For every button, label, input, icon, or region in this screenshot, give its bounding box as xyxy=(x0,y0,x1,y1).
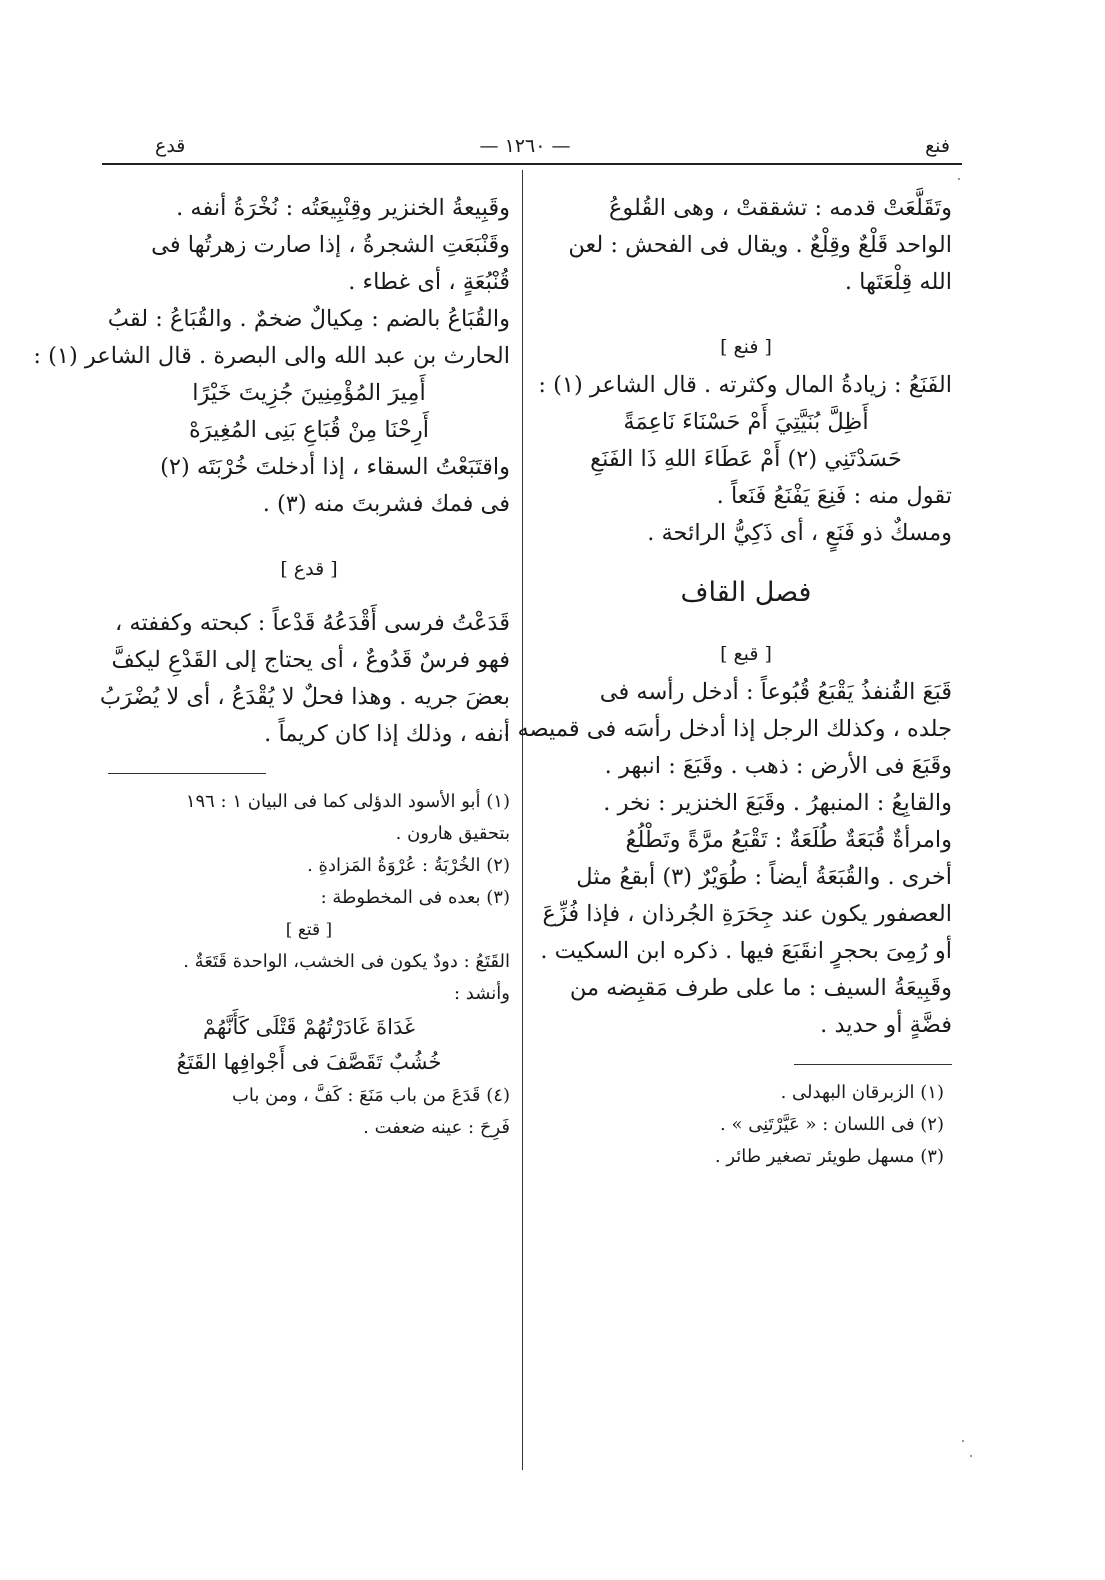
footnote-rule xyxy=(108,773,266,774)
footnote-heading: [ قتع ] xyxy=(285,920,333,940)
footnote: (٢) فى اللسان : « عَيَّرْتَنِى » . xyxy=(720,1114,944,1135)
text-line: أو رُمِىَ بحجرٍ انقَبَعَ فيها . ذكره ابن السكيت . xyxy=(540,938,952,964)
right-column xyxy=(503,190,952,1173)
text-line: جلده ، وكذلك الرجل إذا أدخل رأسَه فى قميصه . xyxy=(503,716,952,742)
text-line: وقَبَعَ فى الأرض : ذهب . وقَبَعَ : انبهر . xyxy=(604,753,952,779)
scan-speck xyxy=(958,178,960,180)
text-line: الفَنَعُ : زيادةُ المال وكثرته . قال الشاعر (١) : xyxy=(538,372,952,398)
section-title: فصل القاف xyxy=(680,577,812,608)
text-line: وقَبِيعَةُ السيف : ما على طرف مَقبِضه من xyxy=(569,975,952,1001)
footnote: (٤) قَدَعَ من باب مَنَعَ : كَفَّ ، ومن باب xyxy=(231,1085,510,1106)
verse-line: أَمِيرَ المُؤْمِنِينَ جُزِيتَ خَيْرًا xyxy=(192,380,426,406)
footnote: القَتَعُ : دودٌ يكون فى الخشب، الواحدة قَتَعَةٌ . xyxy=(183,951,510,972)
running-header xyxy=(100,135,950,163)
verse-line: أَرِحْنَا مِنْ قُبَاعِ بَنِى المُغِيرَهْ xyxy=(188,417,430,443)
text-line: العصفور يكون عند جِحَرَةِ الجُرذان ، فإذا فُزِّعَ xyxy=(542,901,952,927)
footnote: (٣) مسهل طويئر تصغير طائر . xyxy=(714,1146,944,1167)
column-divider xyxy=(522,170,523,1470)
text-line: أخرى . والقُبَعَةُ أيضاً : طُوَيْرٌ (٣) أبقعُ مثل xyxy=(576,864,952,890)
text-line: أنفه ، وذلك إذا كان كريماً . xyxy=(264,721,510,747)
header-rule xyxy=(102,163,962,165)
footnote: بتحقيق هارون . xyxy=(395,823,510,844)
text-line: قَبَعَ القُنفذُ يَقْبَعُ قُبُوعاً : أدخل رأسه فى xyxy=(599,679,952,705)
entry-heading-fana: [ فنع ] xyxy=(720,336,772,358)
text-line: والقُبَاعُ بالضم : مِكيالٌ ضخمٌ . والقُبَاعُ : لقبُ xyxy=(107,306,510,332)
footnote: (١) أبو الأسود الدؤلى كما فى البيان ١ : ١٩٦ xyxy=(185,791,510,812)
footnote: فَرِحَ : عينه ضعفت . xyxy=(363,1117,510,1138)
footnote-rule xyxy=(794,1064,952,1065)
text-line: قَدَعْتُ فرسى أَقْدَعُهُ قَدْعاً : كبحته وكففته ، xyxy=(115,610,510,636)
text-line: الله قِلْعَتَها . xyxy=(844,269,952,295)
header-root-right: فنع xyxy=(925,135,950,157)
text-line: والقابِعُ : المنبهرُ . وقَبَعَ الخنزير : نخر . xyxy=(603,790,952,816)
entry-heading-qada: [ قدع ] xyxy=(280,558,338,580)
footnote: (١) الزبرقان البهدلى . xyxy=(780,1082,944,1103)
header-root-left: قدع xyxy=(155,135,186,157)
footnote-verse: خُشُبٌ تَقَصَّفَ فى أَجْوافِها القَتَعُ xyxy=(176,1050,442,1074)
left-column xyxy=(33,190,510,1144)
footnote: وأنشد : xyxy=(454,983,510,1004)
text-line: فى فمك فشربتَ منه (٣) . xyxy=(262,491,510,517)
scan-speck xyxy=(970,1455,972,1457)
text-line: فهو فرسٌ قَدُوعٌ ، أى يحتاج إلى القَدْعِ ليكفَّ xyxy=(111,647,510,673)
text-line: وتَقَلَّعَتْ قدمه : تشققتْ ، وهى القُلوعُ xyxy=(608,195,952,221)
text-line: تقول منه : فَنِعَ يَفْنَعُ فَنَعاً . xyxy=(716,483,952,509)
text-line: وقَنْبَعَتِ الشجرةُ ، إذا صارت زهرتُها فى xyxy=(151,232,510,258)
footnote-verse: غَدَاةَ غَادَرْتُهُمْ قَتْلَى كَأَنَّهُمْ xyxy=(203,1015,415,1039)
entry-heading-qaba: [ قبع ] xyxy=(720,643,772,665)
verse-line: حَسَدْتَنِي (٢) أَمْ عَطَاءَ اللهِ ذَا الفَنَعِ xyxy=(590,446,902,472)
text-line: فضَّةٍ أو حديد . xyxy=(820,1012,952,1038)
text-line: بعضَ جريه . وهذا فحلٌ لا يُقْدَعُ ، أى لا يُضْرَبُ xyxy=(99,684,510,710)
page-number: — ١٢٦٠ — xyxy=(479,135,571,157)
text-line: وامرأةٌ قُبَعَةٌ طُلَعَةٌ : تَقْبَعُ مرَّةً وتَطْلُعُ xyxy=(625,827,952,853)
text-line: ومسكٌ ذو فَنَعٍ ، أى ذَكِيُّ الرائحة . xyxy=(647,520,952,546)
text-line: واقتَبَعْتُ السقاء ، إذا أدخلتَ خُرْبَتَه (٢) xyxy=(160,454,510,480)
scan-speck xyxy=(962,1440,964,1442)
footnote: (٣) بعده فى المخطوطة : xyxy=(320,887,510,908)
text-line: قُنْبُعَةٍ ، أى غطاء . xyxy=(348,269,510,295)
text-line: الواحد قَلْعٌ وقِلْعٌ . ويقال فى الفحش : لعن xyxy=(568,232,952,258)
text-line: الحارث بن عبد الله والى البصرة . قال الشاعر (١) : xyxy=(33,343,510,369)
footnote: (٢) الخُرْبَةُ : عُرْوَةُ المَزادةِ . xyxy=(307,855,510,876)
verse-line: أَظِلَّ بُنَيَّتِيَ أَمْ حَسْنَاءَ نَاعِمَةً xyxy=(623,409,869,435)
text-line: وقَبِيعةُ الخنزير وقِنْبِيعَتُه : نُخْرَةُ أنفه . xyxy=(176,195,510,221)
